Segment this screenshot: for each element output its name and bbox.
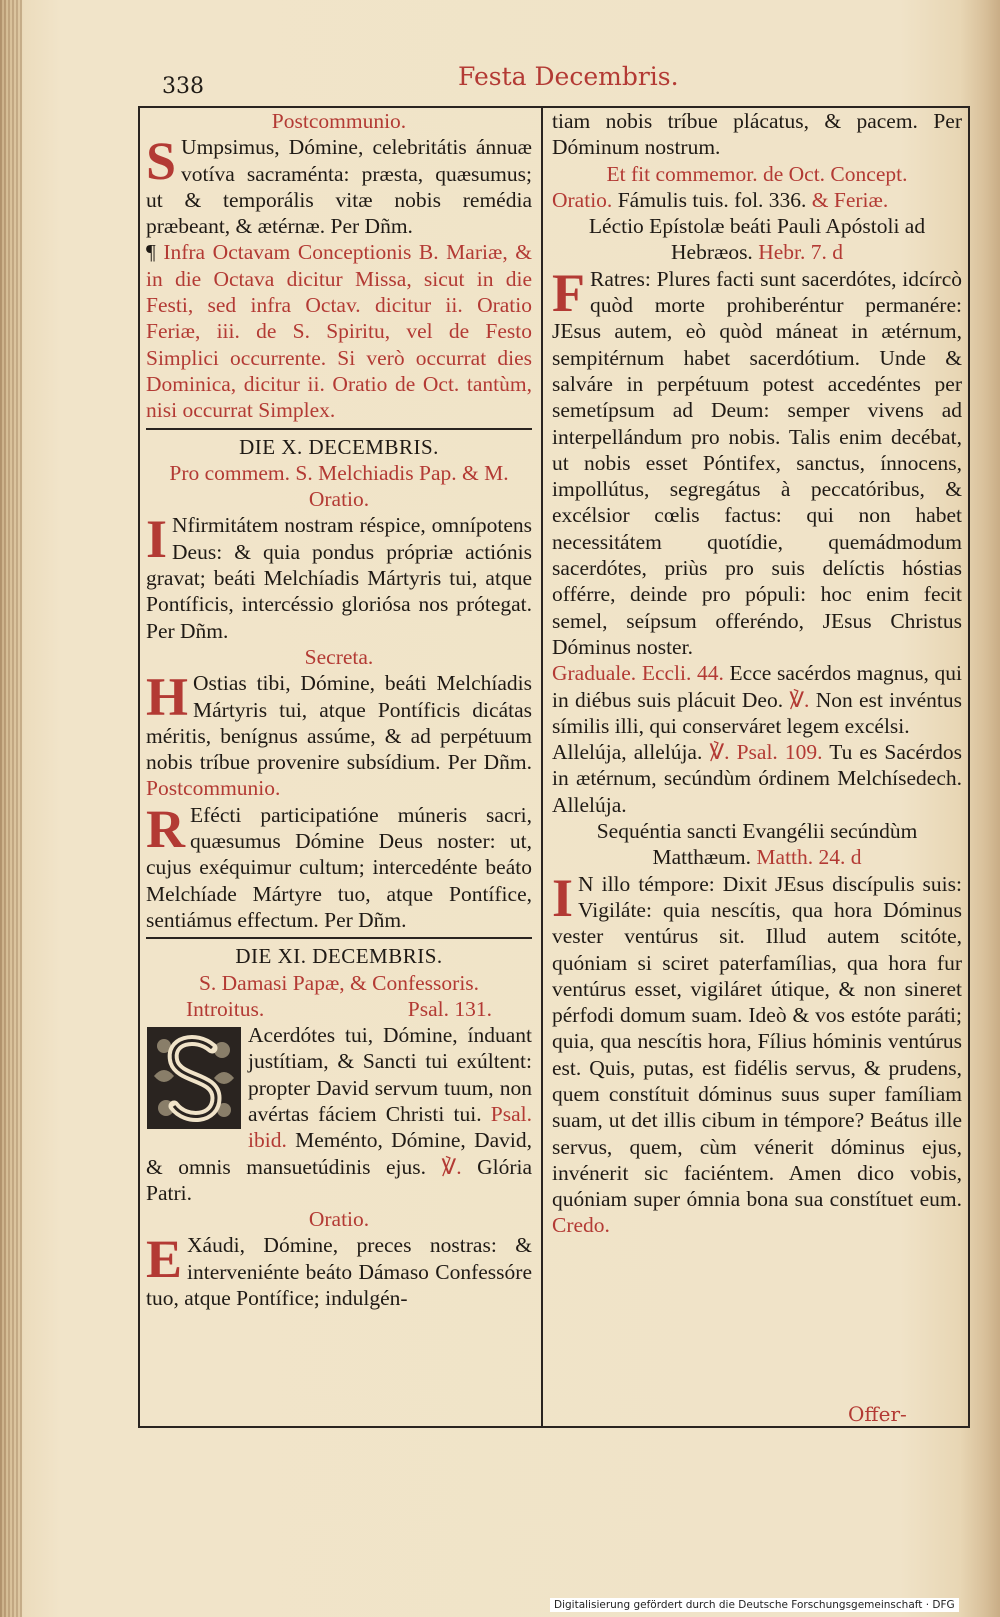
gospel-text: N illo témpore: Dixit JEsus discípulis suis: Vigiláte: quia nescítis, qua hora Dóminus vester ventúrus sit. Illud autem scitóte, quóniam si sciret paterfamílias, qua hora fur ventúrus esset, vigiláret útique, & non sineret pérfodi domum suam. Ideò & vos estóte paráti; quia, qua nescítis hora, Fílius hóminis ventúrus est. Quis, putas, est fidélis servus, & prudens, quem constítuit dóminus suus super famíliam suam, ut det illis cibum in témpore? Beátus ille servus, quem, cùm vénerit dóminus ejus, invénerit sic faciéntem. Amen dico vobis, quóniam super ómnia bona sua constítuet eum. xyxy=(552,871,962,1212)
introitus-text: Acerdótes tui, Dómine, índuant justítiam, & Sancti tui exúltent: propter David servum tuum, non avértas fáciem Christi tui. xyxy=(248,1023,532,1126)
postcommunio2-paragraph xyxy=(146,798,532,933)
introitus-line xyxy=(146,996,532,1022)
book-binding-edge xyxy=(0,0,22,1617)
damasi-heading: S. Damasi Papæ, & Confessoris. xyxy=(198,970,480,995)
left-column xyxy=(146,108,532,1311)
graduale-label: Graduale. Eccli. 44. xyxy=(552,661,724,686)
hebr-ref: Hebr. 7. d xyxy=(758,240,843,265)
oratio-label: Oratio. xyxy=(552,187,613,212)
oratio-text: Nfirmitátem nostram réspice, omnípotens Deus: & quia pondus própriæ actiónis gravat; beáti Melchíadis Mártyris tui, atque Pontíficis, intercéssio gloriósa nos prótegat. Per Dñm. xyxy=(146,513,532,643)
drop-initial: F xyxy=(552,262,585,323)
alleluia-paragraph xyxy=(552,739,962,818)
credo-rubric: Credo. xyxy=(552,1213,610,1238)
drop-initial: H xyxy=(146,667,189,728)
lectio-title: Léctio Epístolæ beáti Pauli Apóstoli ad Hebræos. xyxy=(588,214,926,265)
postcommunio-heading: Postcommunio. xyxy=(271,109,407,133)
section-heading-die-x: DIE X. DECEMBRIS. xyxy=(146,428,532,460)
drop-initial: E xyxy=(146,1229,183,1290)
introitus-text-2: Meménto, Dómine, David, & omnis mansuetúdinis ejus. xyxy=(146,1128,532,1179)
running-head: Festa Decembris. xyxy=(458,62,679,91)
postcommunio2-heading: Postcommunio. xyxy=(146,776,281,801)
lectio-heading xyxy=(552,213,962,266)
catchword: Offer- xyxy=(848,1402,907,1426)
gloria-patri: Glória Patri. xyxy=(146,1154,533,1205)
oratio2-paragraph xyxy=(146,1229,532,1311)
drop-initial: S xyxy=(146,131,177,192)
introitus-ref: Psal. 131. xyxy=(407,996,492,1021)
commemoration-rubric: Et fit commemor. de Oct. Concept. xyxy=(606,161,908,186)
introitus-psal-ref: Psal. ibid. xyxy=(248,1101,532,1153)
page-number: 338 xyxy=(162,74,204,99)
oratio2-heading: Oratio. xyxy=(308,1207,370,1232)
ornamental-initial-s-icon xyxy=(146,1026,242,1130)
secreta-heading: Secreta. xyxy=(304,644,374,669)
secreta-text: Ostias tibi, Dómine, beáti Melchíadis Mártyris tui, atque Pontíficis dicátas méritis, benígnus assúme, & ad perpétuum nobis tríbue provenire subsídium. Per Dñm. xyxy=(146,671,532,775)
postcommunio-paragraph xyxy=(146,131,532,239)
drop-initial: I xyxy=(552,867,574,928)
digitization-footer: Digitalisierung gefördert durch die Deutsche Forschungsgemeinschaft · DFG xyxy=(550,1598,959,1612)
sequentia-title: Sequéntia sancti Evangélii secúndùm Matthæum. xyxy=(596,819,918,870)
graduale-text: Ecce sacérdos magnus, qui in diébus suis plácuit Deo. xyxy=(552,661,963,712)
alleluia-verse: Tu es Sacérdos in ætérnum, secúndùm órdinem Melchísedech. Allelúja. xyxy=(552,740,962,817)
drop-initial: I xyxy=(146,509,168,570)
introitus-label: Introitus. xyxy=(186,996,265,1021)
alleluia-psal-ref: ℣. Psal. 109. xyxy=(709,740,823,765)
oratio-heading: Oratio. xyxy=(308,487,370,512)
epistle-paragraph xyxy=(552,262,962,660)
versicle-sign: ℣. xyxy=(441,1154,462,1179)
postcommunio2-text: Efécti participatióne múneris sacri, quæsumus Dómine Deus noster: ut, cujus exéquimur cultum; intercedénte beáto Melchíade Mártyre tuo, atque Pontífice, sentiámus effectum. Per Dñm. xyxy=(146,802,532,932)
rubric-paragraph xyxy=(146,239,532,423)
sequentia-heading xyxy=(552,818,962,871)
oratio2-text: Xáudi, Dómine, preces nostras: & interveniénte beáto Dámaso Confessóre tuo, atque Pontífice; indulgén- xyxy=(146,1233,532,1311)
versicle-sign: ℣. xyxy=(789,687,810,712)
postcommunio-text: Umpsimus, Dómine, celebritátis ánnuæ votíva sacraménta: præsta, quæsumus; ut & temporális vitæ nobis remédia præbeant, & ætérnæ. Per Dñm. xyxy=(146,135,532,239)
gospel-paragraph xyxy=(552,867,962,1239)
melchiades-heading: Pro commem. S. Melchiadis Pap. & M. xyxy=(169,460,509,485)
secreta-paragraph xyxy=(146,667,532,801)
right-column xyxy=(552,108,962,1239)
graduale-paragraph xyxy=(552,660,962,739)
section-heading-die-xi: DIE XI. DECEMBRIS. xyxy=(146,937,532,969)
pilcrow-mark: ¶ xyxy=(146,240,156,265)
epistle-text: Ratres: Plures facti sunt sacerdótes, idcírcò quòd morte prohiberéntur permanére: JEsus autem, eò quòd máneat in ætérnum, sempitérnum habet sacerdótium. Unde & salváre in perpétuum potest accedéntes per semetípsum ad Deum: semper vivens ad interpellándum pro nobis. Talis enim decébat, ut nobis esset Póntifex, sanctus, ínnocens, impollútus, segregátus à peccatóribus, & excélsior cœlis factus: qui non habet necessitátem quotídie, quemádmodum sacerdótes, priùs pro suis delíctis hóstias offérre, deinde pro pópuli: hoc enim fecit semel, seípsum offeréndo, JEsus Christus Dóminus noster. xyxy=(552,266,962,659)
column-divider xyxy=(541,106,543,1428)
continuation-text: tiam nobis tríbue plácatus, & pacem. Per Dóminum nostrum. xyxy=(552,109,962,160)
alleluia-text: Allelúja, allelúja. xyxy=(552,740,703,765)
et-feriae: & Feriæ. xyxy=(811,187,889,212)
famulis-text: Fámulis tuis. fol. 336. xyxy=(617,187,807,212)
oratio-reference-line xyxy=(552,187,962,213)
graduale-versicle-text: Non est invéntus símilis illi, qui conserváret legem excélsi. xyxy=(552,687,962,738)
introitus-paragraph xyxy=(146,1022,532,1206)
drop-initial: R xyxy=(146,798,185,859)
oratio-paragraph xyxy=(146,509,532,643)
matth-ref: Matth. 24. d xyxy=(756,845,862,870)
rubric-text: Infra Octavam Conceptionis B. Mariæ, & in die Octava dicitur Missa, sicut in die Festi, sed infra Octav. dicitur ii. Oratio Feriæ, iii. de S. Spiritu, vel de Festo Simplici occurrente. Si verò occurrat dies Dominica, dicitur ii. Oratio de Oct. tantùm, nisi occurrat Simplex. xyxy=(146,240,532,423)
